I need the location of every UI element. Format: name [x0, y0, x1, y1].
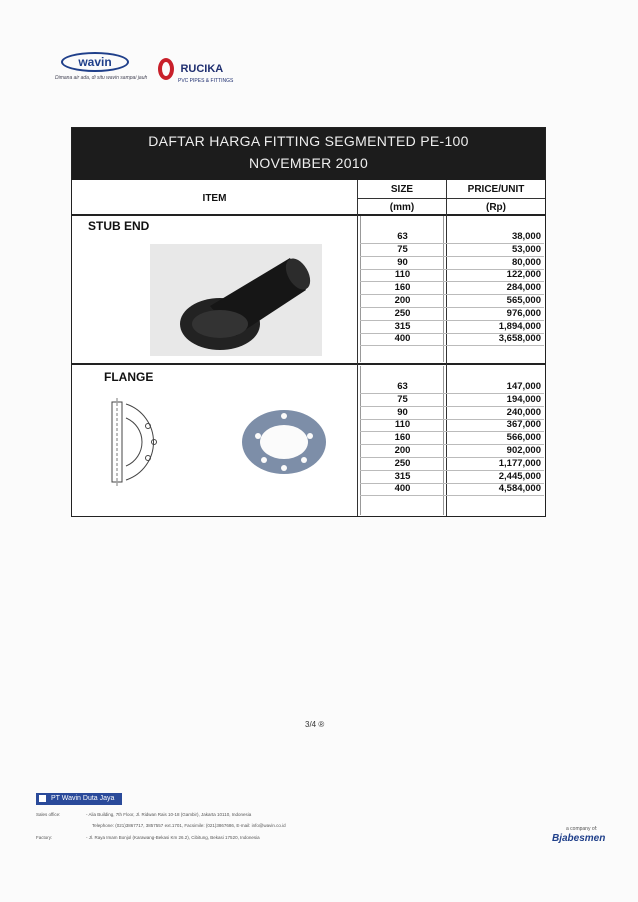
- col-header-size-unit: (mm): [389, 202, 415, 213]
- company-of-label: a company of:: [566, 826, 598, 832]
- size-cell: 315: [394, 470, 411, 482]
- price-cell: 976,000: [506, 307, 541, 319]
- sales-office-label: Sales office:: [36, 812, 61, 817]
- size-cell: 90: [397, 406, 408, 418]
- wavin-logo: [55, 52, 148, 81]
- price-cell: 122,000: [506, 269, 541, 281]
- col-header-price: PRICE/UNIT: [467, 184, 525, 195]
- company-icon: [39, 795, 46, 802]
- col-header-item: ITEM: [202, 193, 227, 204]
- size-cell: 250: [394, 457, 411, 469]
- rucika-logo: [158, 58, 233, 84]
- page-number: 3/4 ®: [305, 720, 325, 729]
- section-title-flange: FLANGE: [104, 370, 154, 384]
- footer-company-name: PT Wavin Duta Jaya: [51, 795, 115, 802]
- size-cell: 160: [394, 432, 411, 444]
- size-cell: 315: [394, 320, 411, 332]
- size-cell: 110: [394, 269, 411, 281]
- price-cell: 53,000: [511, 243, 541, 255]
- section-divider: [72, 363, 545, 365]
- price-cell: 38,000: [511, 231, 541, 242]
- factory-label: Factory:: [36, 835, 53, 840]
- factory-address: - Jl. Raya Imam Bonjol (Karawang-Bekasi Km 26.2), Cibitung, Bekasi 17520, Indonesia: [86, 835, 260, 840]
- header-divider: [357, 198, 545, 199]
- price-cell: 240,000: [506, 406, 541, 418]
- row-rule: [360, 345, 544, 346]
- header-bottom-rule: [72, 214, 545, 216]
- price-cell: 4,584,000: [498, 483, 541, 495]
- size-cell: 63: [397, 231, 408, 242]
- flange-ring-image: [238, 406, 330, 478]
- col-divider-price: [446, 180, 447, 516]
- col-header-price-unit: (Rp): [486, 202, 506, 213]
- size-cell: 110: [394, 419, 411, 431]
- size-cell: 90: [397, 256, 408, 268]
- document-title: DAFTAR HARGA FITTING SEGMENTED PE-100: [148, 133, 469, 149]
- rucika-logo-text: RUCIKA: [180, 63, 224, 75]
- price-cell: 1,894,000: [498, 320, 541, 332]
- size-cell: 75: [397, 393, 408, 405]
- sales-office-address: - Alia Building, 7th Floor, Jl. Ridwan Rais 10-18 (Gambir), Jakarta 10110, Indonesia: [86, 812, 252, 817]
- size-cell: 160: [394, 282, 411, 294]
- wavin-logo-text: wavin: [61, 52, 129, 72]
- footer-company-badge: [36, 793, 122, 805]
- table-header-band: [72, 128, 545, 180]
- row-rule: [360, 495, 544, 496]
- price-cell: 2,445,000: [498, 470, 541, 482]
- size-cell: 400: [394, 333, 411, 345]
- price-cell: 3,658,000: [498, 333, 541, 345]
- section-title-stub-end: STUB END: [88, 219, 150, 233]
- wavin-tagline: Dimana air ada, di situ wavin sampai jauh: [55, 75, 148, 81]
- price-cell: 147,000: [506, 381, 541, 392]
- parent-company-logo: Bjabesmen: [552, 833, 606, 844]
- price-cell: 80,000: [511, 256, 541, 268]
- size-cell: 63: [397, 381, 408, 392]
- price-cell: 566,000: [506, 432, 541, 444]
- size-cell: 75: [397, 243, 408, 255]
- flange-drawing-image: [104, 396, 174, 488]
- price-cell: 565,000: [506, 295, 541, 306]
- price-cell: 1,177,000: [498, 457, 541, 469]
- size-cell: 200: [394, 445, 411, 456]
- rucika-subtitle: PVC PIPES & FITTINGS: [178, 78, 234, 84]
- col-divider-size: [357, 180, 358, 516]
- size-cell: 200: [394, 295, 411, 306]
- size-cell: 250: [394, 307, 411, 319]
- price-cell: 284,000: [506, 282, 541, 294]
- price-cell: 194,000: [506, 393, 541, 405]
- price-cell: 367,000: [506, 419, 541, 431]
- size-cell: 400: [394, 483, 411, 495]
- rucika-mark-icon: [158, 58, 174, 80]
- price-cell: 902,000: [506, 445, 541, 456]
- stub-end-image: [150, 244, 322, 356]
- document-date: NOVEMBER 2010: [248, 155, 369, 171]
- col-header-size: SIZE: [390, 184, 414, 195]
- sales-office-contact: Telephone: (021)3867717, 3857557 ext.1701, Facsimile: (021)3867686, E-mail: info@wavin.co.id: [92, 823, 286, 828]
